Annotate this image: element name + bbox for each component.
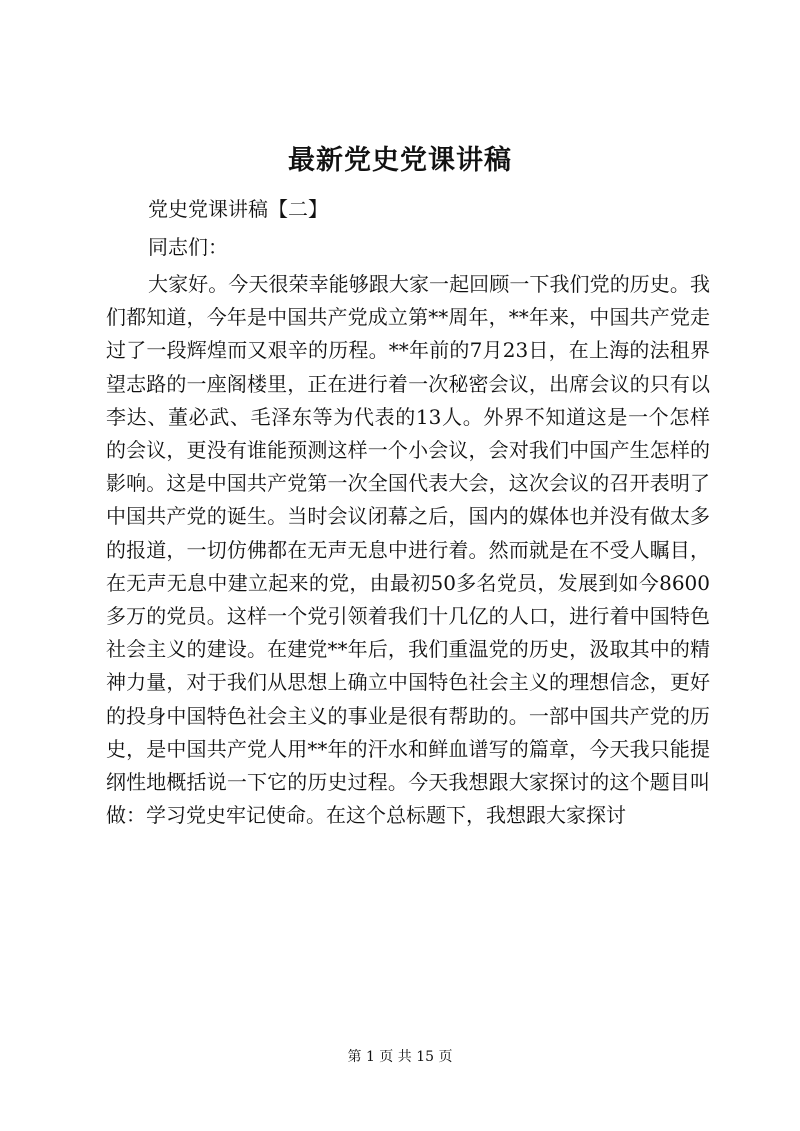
page-footer: 第 1 页 共 15 页: [347, 1049, 453, 1065]
document-title: 最新党史党课讲稿: [288, 145, 512, 176]
body-paragraph: 大家好。今天很荣幸能够跟大家一起回顾一下我们党的历史。我们都知道，今年是中国共产党成立第**周年，**年来，中国共产党走过了一段辉煌而又艰辛的历程。**年前的7月23日，在上海的法租界望志路的一座阁楼里，正在进行着一次秘密会议，出席会议的只有以李达、董必武、毛泽东等为代表的13人。外界不知道这是一个怎样的会议，更没有谁能预测这样一个小会议，会对我们中国产生怎样的影响。这是中国共产党第一次全国代表大会，这次会议的召开表明了中国共产党的诞生。当时会议闭幕之后，国内的媒体也并没有做太多的报道，一切仿佛都在无声无息中进行着。然而就是在不受人瞩目，在无声无息中建立起来的党，由最初50多名党员，发展到如今8600多万的党员。这样一个党引领着我们十几亿的人口，进行着中国特色社会主义的建设。在建党**年后，我们重温党的历史，汲取其中的精神力量，对于我们从思想上确立中国特色社会主义的理想信念，更好的投身中国特色社会主义的事业是很有帮助的。一部中国共产党的历史，是中国共产党人用**年的汗水和鲜血谱写的篇章，今天我只能提纲性地概括说一下它的历史过程。今天我想跟大家探讨的这个题目叫做：学习党史牢记使命。在这个总标题下，我想跟大家探讨: [106, 272, 710, 828]
greeting-line: 同志们：: [148, 235, 228, 259]
document-subtitle: 党史党课讲稿【二】: [148, 197, 328, 221]
